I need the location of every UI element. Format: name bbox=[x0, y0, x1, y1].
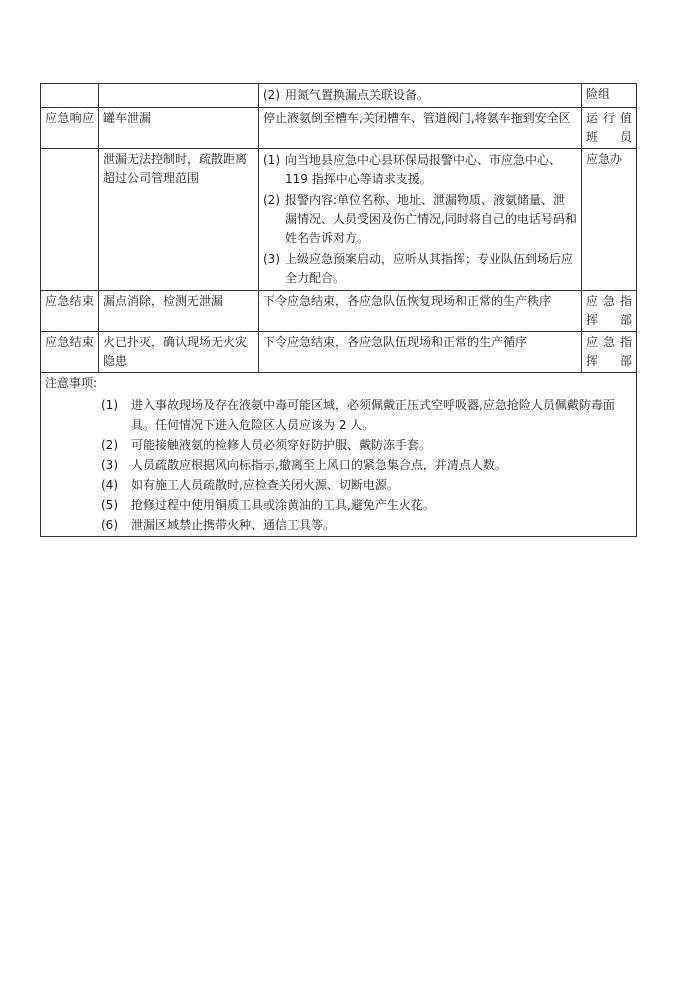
step-text: 向当地县应急中心县环保局报警中心、市应急中心、119 指挥中心等请求支援。 bbox=[285, 153, 562, 186]
step-number: (3) bbox=[263, 252, 280, 266]
phase-cell: 应急结束 bbox=[41, 332, 99, 373]
list-item bbox=[263, 249, 577, 289]
step-text: 报警内容:单位名称、地址、泄漏物质、液氨储量、泄漏情况、人员受困及伤亡情况,同时将自己的电话号码和姓名告诉对方。 bbox=[285, 193, 577, 245]
note-number: (6) bbox=[101, 518, 118, 532]
action-steps bbox=[263, 85, 577, 106]
note-number: (2) bbox=[101, 438, 118, 452]
note-text: 抢修过程中使用铜质工具或涂黄油的工具,避免产生火花。 bbox=[131, 498, 435, 512]
action-cell bbox=[259, 84, 582, 108]
step-number: (2) bbox=[263, 88, 280, 102]
step-text: 上级应急预案启动，应听从其指挥；专业队伍到场后应全力配合。 bbox=[285, 252, 574, 285]
condition-cell: 罐车泄漏 bbox=[99, 108, 259, 149]
list-item bbox=[101, 495, 632, 515]
list-item bbox=[263, 150, 577, 190]
condition-cell: 漏点消除，检测无泄漏 bbox=[99, 291, 259, 332]
notes-list bbox=[45, 395, 632, 535]
list-item bbox=[101, 435, 632, 455]
note-number: (5) bbox=[101, 498, 118, 512]
step-number: (2) bbox=[263, 193, 280, 207]
note-number: (3) bbox=[101, 458, 118, 472]
table-row bbox=[41, 373, 637, 537]
table-row bbox=[41, 291, 637, 332]
dept-cell: 险组 bbox=[582, 84, 637, 108]
table-row bbox=[41, 84, 637, 108]
notes-cell bbox=[41, 373, 637, 537]
phase-cell: 应急结束 bbox=[41, 291, 99, 332]
note-number: (4) bbox=[101, 478, 118, 492]
action-cell bbox=[259, 149, 582, 291]
list-item bbox=[263, 85, 577, 106]
table-row bbox=[41, 149, 637, 291]
action-cell: 下令应急结束，各应急队伍现场和正常的生产循序 bbox=[259, 332, 582, 373]
dept-cell: 运行值班员 bbox=[582, 108, 637, 149]
table-row bbox=[41, 332, 637, 373]
phase-cell: 应急响应 bbox=[41, 108, 99, 149]
emergency-table bbox=[40, 83, 637, 537]
condition-cell: 火已扑灭，确认现场无火灾隐患 bbox=[99, 332, 259, 373]
condition-cell: 泄漏无法控制时，疏散距离超过公司管理范围 bbox=[99, 149, 259, 291]
step-text: 用氮气置换漏点关联设备。 bbox=[285, 88, 430, 102]
dept-cell: 应急办 bbox=[582, 149, 637, 291]
note-text: 人员疏散应根据风向标指示,撤离至上风口的紧急集合点，并清点人数。 bbox=[131, 458, 507, 472]
list-item bbox=[101, 515, 632, 535]
phase-cell bbox=[41, 84, 99, 108]
action-cell: 下令应急结束，各应急队伍恢复现场和正常的生产秩序 bbox=[259, 291, 582, 332]
phase-cell bbox=[41, 149, 99, 291]
list-item bbox=[101, 475, 632, 495]
list-item bbox=[101, 395, 632, 435]
note-text: 如有施工人员疏散时,应检查关闭火源、切断电源。 bbox=[131, 478, 399, 492]
action-steps bbox=[263, 150, 577, 289]
condition-cell bbox=[99, 84, 259, 108]
action-cell: 停止液氨倒至槽车,关闭槽车、管道阀门,将氨车拖到安全区 bbox=[259, 108, 582, 149]
note-text: 泄漏区域禁止携带火种、通信工具等。 bbox=[131, 518, 336, 532]
list-item bbox=[101, 455, 632, 475]
note-text: 可能接触液氨的检修人员必须穿好防护服、戴防冻手套。 bbox=[131, 438, 432, 452]
table-row bbox=[41, 108, 637, 149]
step-number: (1) bbox=[263, 153, 280, 167]
notes-title: 注意事项: bbox=[45, 376, 98, 390]
note-text: 进入事故现场及存在液氨中毒可能区域，必须佩戴正压式空呼吸器,应急抢险人员佩戴防毒面具。任何情况下进入危险区人员应该为 2 人。 bbox=[131, 398, 615, 432]
dept-cell: 应急指挥部 bbox=[582, 291, 637, 332]
list-item bbox=[263, 190, 577, 249]
dept-cell: 应急指挥部 bbox=[582, 332, 637, 373]
note-number: (1) bbox=[101, 398, 118, 412]
